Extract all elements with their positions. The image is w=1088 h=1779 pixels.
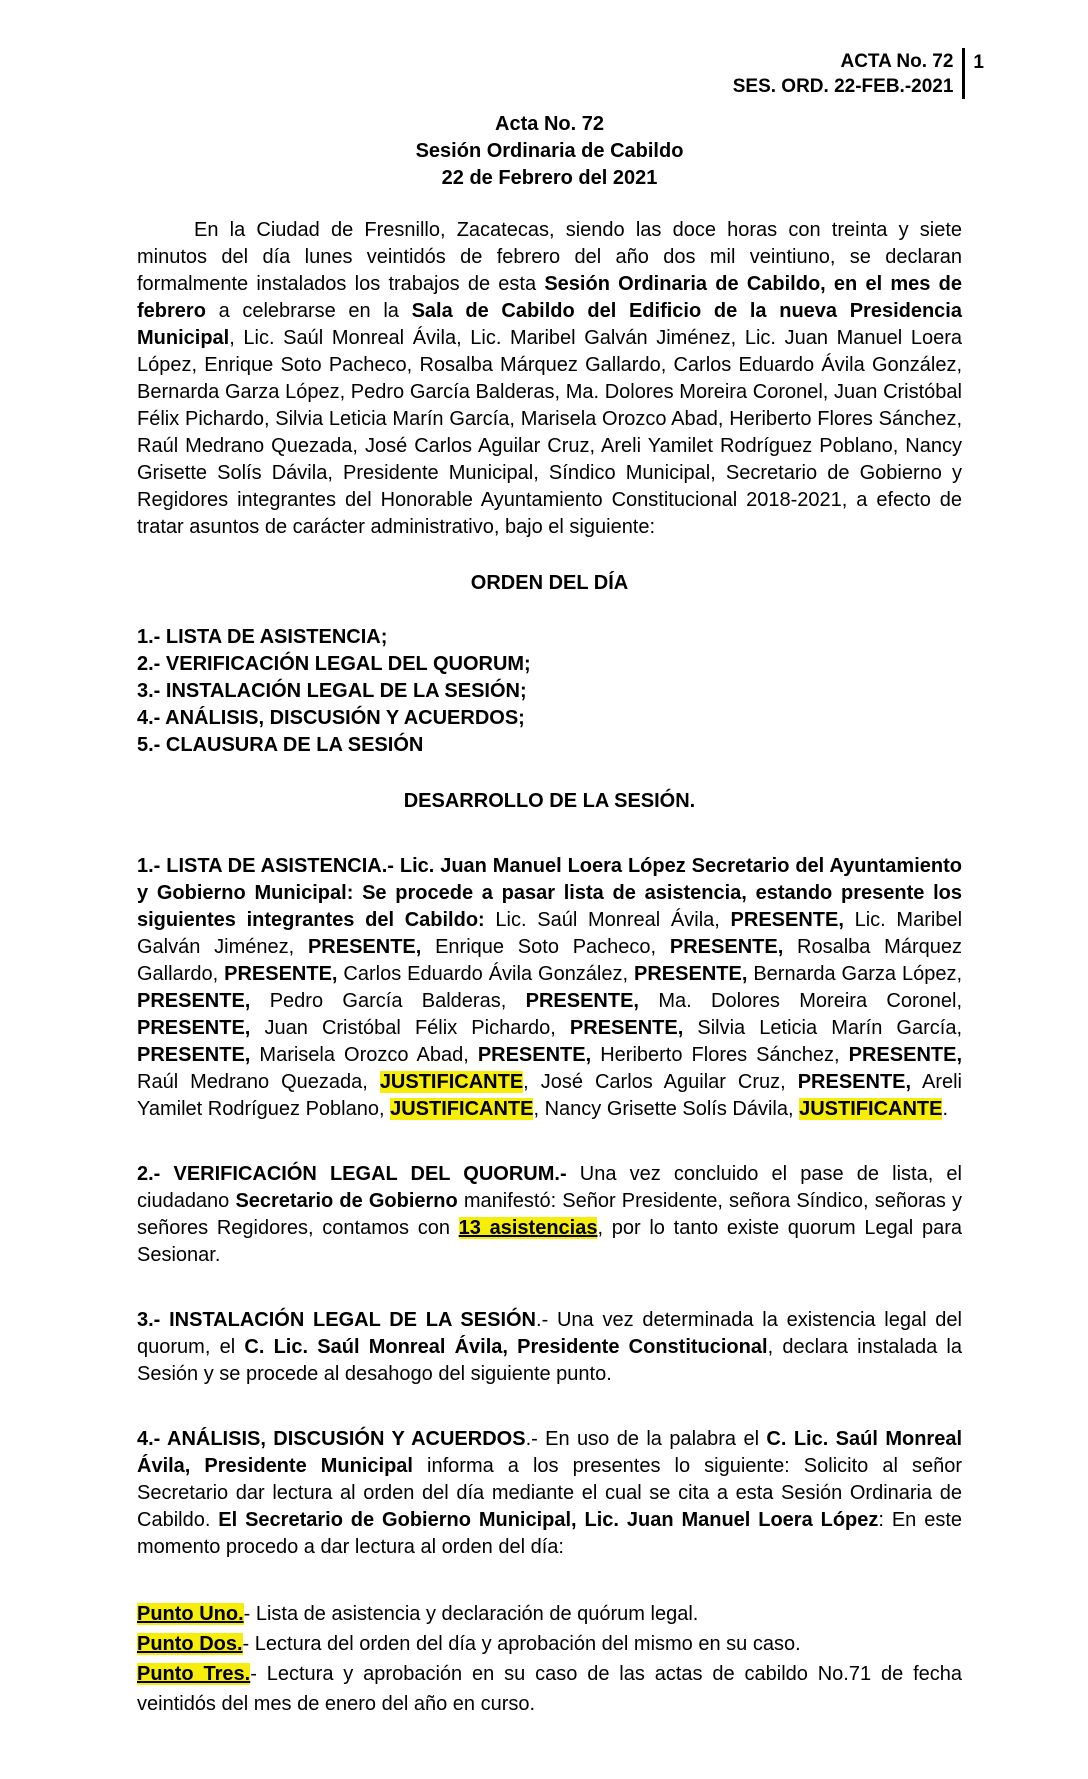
title-session-date: 22 de Febrero del 2021: [441, 167, 658, 189]
paragraph-instalacion-sesion: 3.- INSTALACIÓN LEGAL DE LA SESIÓN.- Una vez determinada la existencia legal del quorum, el C. Lic. Saúl Monreal Ávila, Presidente Constitucional, declara instalada la Sesión y se procede al desahogo del siguiente punto.: [137, 1309, 962, 1385]
punto-uno-line: Punto Uno.- Lista de asistencia y declaración de quórum legal.: [137, 1603, 699, 1625]
orden-del-dia-heading: ORDEN DEL DÍA: [470, 572, 629, 594]
paragraph-lista-asistencia: 1.- LISTA DE ASISTENCIA.- Lic. Juan Manuel Loera López Secretario del Ayuntamiento y Gobierno Municipal: Se procede a pasar lista de asistencia, estando presente los siguientes integrantes del Cabildo: Lic. Saúl Monreal Ávila, PRESENTE, Lic. Maribel Galván Jiménez, PRESENTE, Enrique Soto Pacheco, PRESENTE, Rosalba Márquez Gallardo, PRESENTE, Carlos Eduardo Ávila González, PRESENTE, Bernarda Garza López, PRESENTE, Pedro García Balderas, PRESENTE, Ma. Dolores Moreira Coronel, PRESENTE, Juan Cristóbal Félix Pichardo, PRESENTE, Silvia Leticia Marín García, PRESENTE, Marisela Orozco Abad, PRESENTE, Heriberto Flores Sánchez, PRESENTE, Raúl Medrano Quezada, JUSTIFICANTE, José Carlos Aguilar Cruz, PRESENTE, Areli Yamilet Rodríguez Poblano, JUSTIFICANTE, Nancy Grisette Solís Dávila, JUSTIFICANTE.: [137, 855, 963, 1120]
desarrollo-heading: DESARROLLO DE LA SESIÓN.: [403, 790, 696, 812]
puntos-list: [137, 1599, 962, 1719]
header-divider-line: [962, 48, 965, 99]
orden-item-3: 3.- INSTALACIÓN LEGAL DE LA SESIÓN;: [137, 680, 527, 702]
title-session-type: Sesión Ordinaria de Cabildo: [415, 140, 684, 162]
orden-item-5: 5.- CLAUSURA DE LA SESIÓN: [137, 734, 424, 756]
document-header: [137, 48, 984, 99]
document-title: [137, 111, 962, 192]
header-acta-number: ACTA No. 72: [840, 51, 954, 72]
header-session-date: SES. ORD. 22-FEB.-2021: [732, 76, 954, 97]
header-meta: [733, 48, 954, 99]
punto-dos-line: Punto Dos.- Lectura del orden del día y aprobación del mismo en su caso.: [137, 1633, 801, 1655]
orden-item-1: 1.- LISTA DE ASISTENCIA;: [137, 626, 388, 648]
paragraph-analisis-acuerdos: 4.- ANÁLISIS, DISCUSIÓN Y ACUERDOS.- En uso de la palabra el C. Lic. Saúl Monreal Ávila, Presidente Municipal informa a los presentes lo siguiente: Solicito al señor Secretario dar lectura al orden del día mediante el cual se cita a esta Sesión Ordinaria de Cabildo. El Secretario de Gobierno Municipal, Lic. Juan Manuel Loera López: En este momento procedo a dar lectura al orden del día:: [137, 1428, 963, 1558]
intro-paragraph: En la Ciudad de Fresnillo, Zacatecas, siendo las doce horas con treinta y siete minutos del día lunes veintidós de febrero del año dos mil veintiuno, se declaran formalmente instalados los trabajos de esta Sesión Ordinaria de Cabildo, en el mes de febrero a celebrarse en la Sala de Cabildo del Edificio de la nueva Presidencia Municipal, Lic. Saúl Monreal Ávila, Lic. Maribel Galván Jiménez, Lic. Juan Manuel Loera López, Enrique Soto Pacheco, Rosalba Márquez Gallardo, Carlos Eduardo Ávila González, Bernarda Garza López, Pedro García Balderas, Ma. Dolores Moreira Coronel, Juan Cristóbal Félix Pichardo, Silvia Leticia Marín García, Marisela Orozco Abad, Heriberto Flores Sánchez, Raúl Medrano Quezada, José Carlos Aguilar Cruz, Areli Yamilet Rodríguez Poblano, Nancy Grisette Solís Dávila, Presidente Municipal, Síndico Municipal, Secretario de Gobierno y Regidores integrantes del Honorable Ayuntamiento Constitucional 2018-2021, a efecto de tratar asuntos de carácter administrativo, bajo el siguiente:: [137, 219, 962, 538]
title-acta-number: Acta No. 72: [495, 113, 604, 135]
paragraph-verificacion-quorum: 2.- VERIFICACIÓN LEGAL DEL QUORUM.- Una vez concluido el pase de lista, el ciudadano Secretario de Gobierno manifestó: Señor Presidente, señora Síndico, señoras y señores Regidores, contamos con 13 asistencias, por lo tanto existe quorum Legal para Sesionar.: [137, 1163, 962, 1266]
orden-item-2: 2.- VERIFICACIÓN LEGAL DEL QUORUM;: [137, 653, 531, 675]
punto-tres-line: Punto Tres.- Lectura y aprobación en su caso de las actas de cabildo No.71 de fecha veintidós del mes de enero del año en curso.: [137, 1663, 963, 1715]
orden-del-dia-list: [137, 624, 962, 759]
header-page-number: 1: [973, 52, 984, 73]
orden-item-4: 4.- ANÁLISIS, DISCUSIÓN Y ACUERDOS;: [137, 707, 525, 729]
